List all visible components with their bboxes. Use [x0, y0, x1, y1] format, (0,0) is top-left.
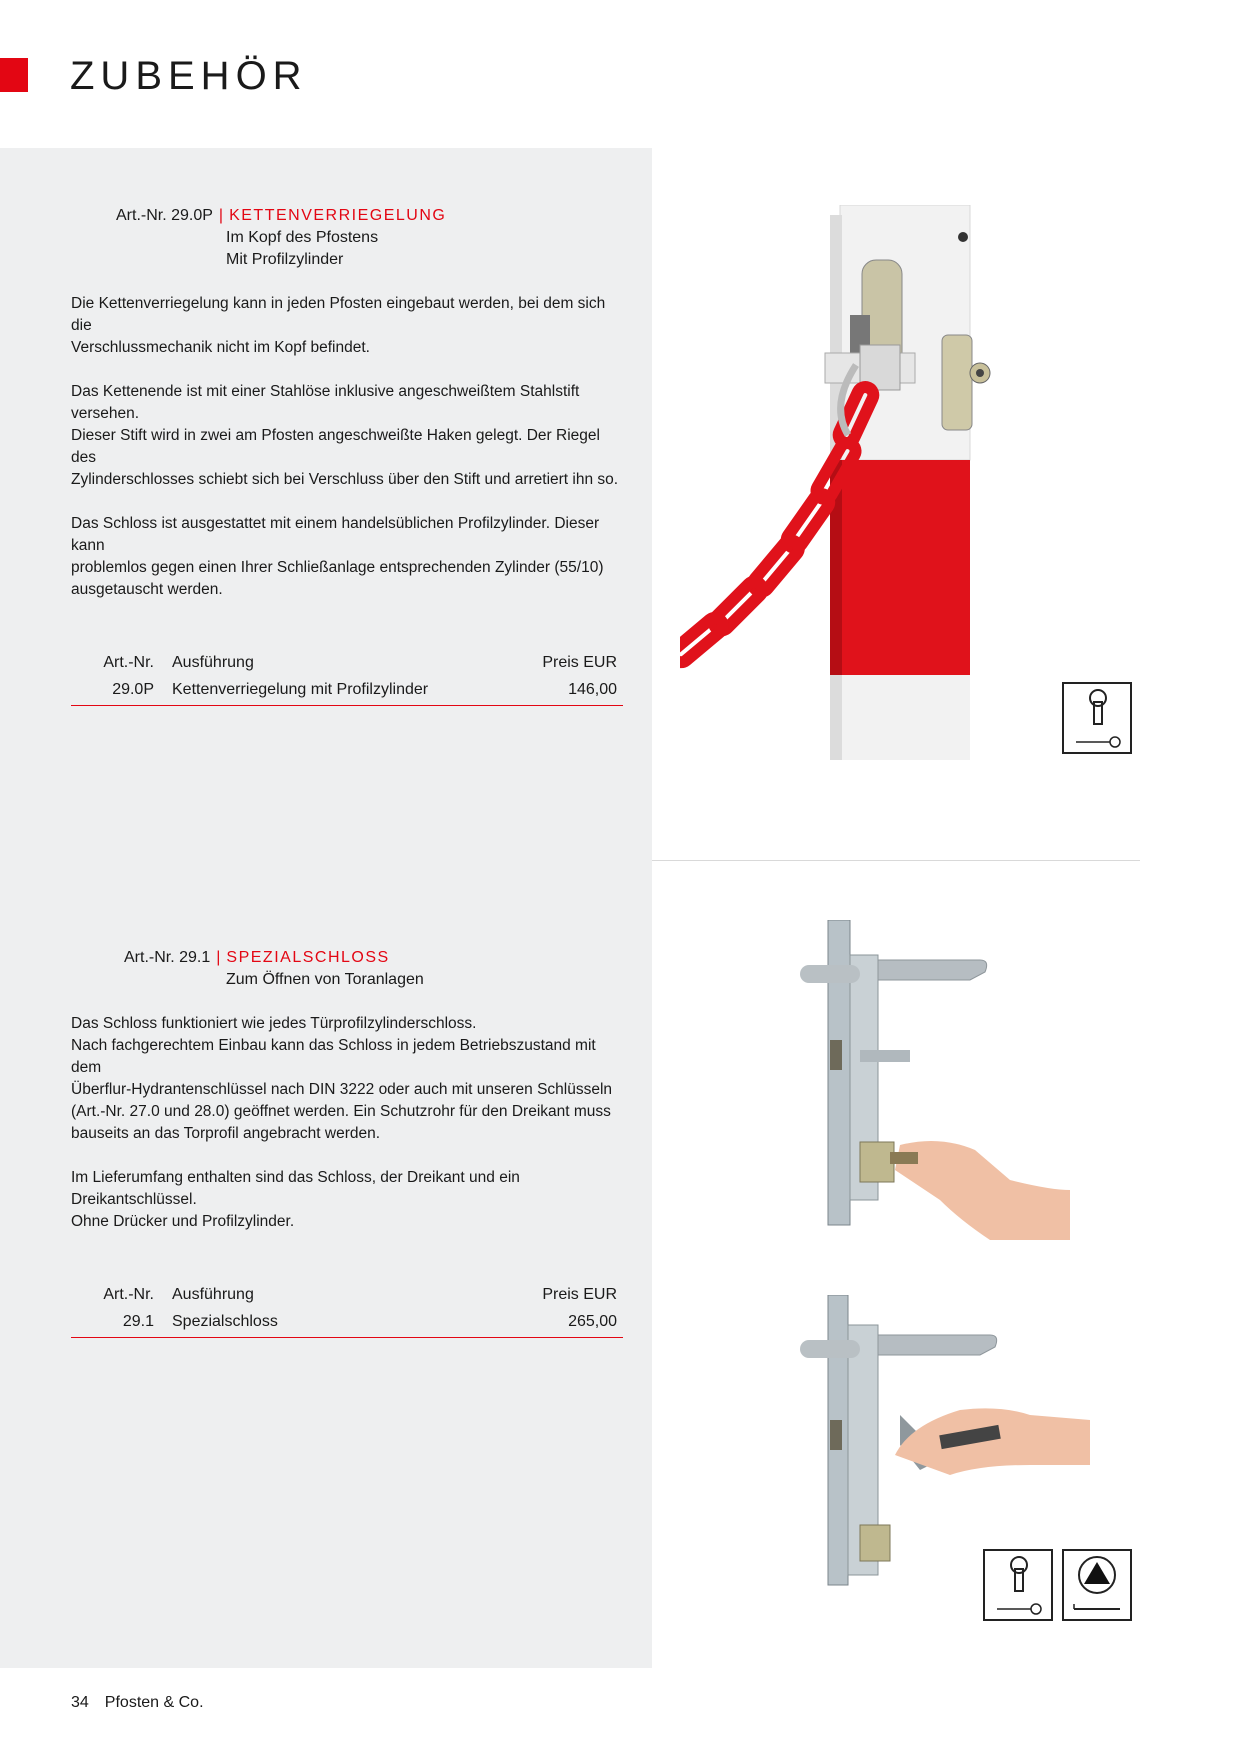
text-line: Das Schloss ist ausgestattet mit einem handelsüblichen Profilzylinder. Dieser kann [71, 515, 600, 554]
cell-price: 265,00 [428, 1308, 623, 1338]
page-footer [71, 1694, 204, 1712]
header-price: Preis EUR [542, 1286, 617, 1303]
header-art-nr: Art.-Nr. [103, 1286, 154, 1303]
text-line: Ohne Drücker und Profilzylinder. [71, 1213, 295, 1230]
header-price: Preis EUR [542, 654, 617, 671]
article-subline: Mit Profilzylinder [226, 251, 344, 268]
page-title: ZUBEHÖR [70, 54, 308, 98]
section-kettenverriegelung [71, 205, 623, 706]
article-number: Art.-Nr. 29.0P [116, 207, 213, 224]
text-line: Die Kettenverriegelung kann in jeden Pfosten eingebaut werden, bei dem sich die [71, 295, 606, 334]
profile-cylinder-key-icon [1062, 682, 1132, 754]
special-lock-key-image [790, 920, 1090, 1240]
price-table [71, 649, 623, 706]
description-paragraph [71, 1167, 623, 1233]
article-name: KETTENVERRIEGELUNG [229, 207, 447, 224]
page-number: 34 [71, 1694, 89, 1711]
cell-art-nr: 29.0P [71, 676, 172, 706]
cell-price: 146,00 [515, 676, 623, 706]
description-paragraph [71, 1013, 623, 1145]
section-spezialschloss [71, 947, 623, 1338]
bollard-chain-lock-image [680, 205, 1010, 765]
article-name: SPEZIALSCHLOSS [226, 949, 390, 966]
price-table-header [71, 649, 623, 676]
text-line: Dieser Stift wird in zwei am Pfosten angeschweißte Haken gelegt. Der Riegel des [71, 427, 600, 466]
text-line: Das Schloss funktioniert wie jedes Türprofilzylinderschloss. [71, 1015, 477, 1032]
cell-description: Kettenverriegelung mit Profilzylinder [172, 676, 515, 706]
text-line: (Art.-Nr. 27.0 und 28.0) geöffnet werden. Ein Schutzrohr für den Dreikant muss [71, 1103, 611, 1120]
text-line: bauseits an das Torprofil angebracht werden. [71, 1125, 381, 1142]
cell-description: Spezialschloss [172, 1308, 428, 1338]
cell-art-nr: 29.1 [71, 1308, 172, 1338]
price-table [71, 1281, 623, 1338]
article-number: Art.-Nr. 29.1 [124, 949, 211, 966]
heading-separator: | [216, 949, 221, 966]
heading-separator: | [218, 207, 224, 224]
text-line: Zylinderschlosses schiebt sich bei Verschluss über den Stift und arretiert ihn so. [71, 471, 619, 488]
price-table-header [71, 1281, 623, 1308]
table-row [71, 1308, 623, 1338]
header-description: Ausführung [172, 1286, 254, 1303]
article-subline: Im Kopf des Pfostens [226, 229, 379, 246]
profile-cylinder-key-icon [983, 1549, 1053, 1621]
footer-title: Pfosten & Co. [104, 1694, 204, 1711]
header-description: Ausführung [172, 654, 254, 671]
triangle-key-icon [1062, 1549, 1132, 1621]
text-line: ausgetauscht werden. [71, 581, 223, 598]
article-heading [71, 205, 623, 227]
header-accent-square [0, 58, 28, 92]
header-art-nr: Art.-Nr. [103, 654, 154, 671]
description-paragraph [71, 293, 623, 359]
table-row [71, 676, 623, 706]
description-paragraph [71, 513, 623, 601]
text-line: problemlos gegen einen Ihrer Schließanlage entsprechenden Zylinder (55/10) [71, 559, 604, 576]
text-line: Verschlussmechanik nicht im Kopf befindet. [71, 339, 370, 356]
text-line: Das Kettenende ist mit einer Stahlöse inklusive angeschweißtem Stahlstift versehen. [71, 383, 580, 422]
text-line: Nach fachgerechtem Einbau kann das Schloss in jedem Betriebszustand mit dem [71, 1037, 596, 1076]
section-divider [652, 860, 1140, 861]
text-line: Im Lieferumfang enthalten sind das Schloss, der Dreikant und ein Dreikantschlüssel. [71, 1169, 520, 1208]
article-subline: Zum Öffnen von Toranlagen [226, 971, 424, 988]
text-line: Überflur-Hydrantenschlüssel nach DIN 3222 oder auch mit unseren Schlüsseln [71, 1081, 613, 1098]
article-heading [71, 947, 623, 969]
description-paragraph [71, 381, 623, 491]
